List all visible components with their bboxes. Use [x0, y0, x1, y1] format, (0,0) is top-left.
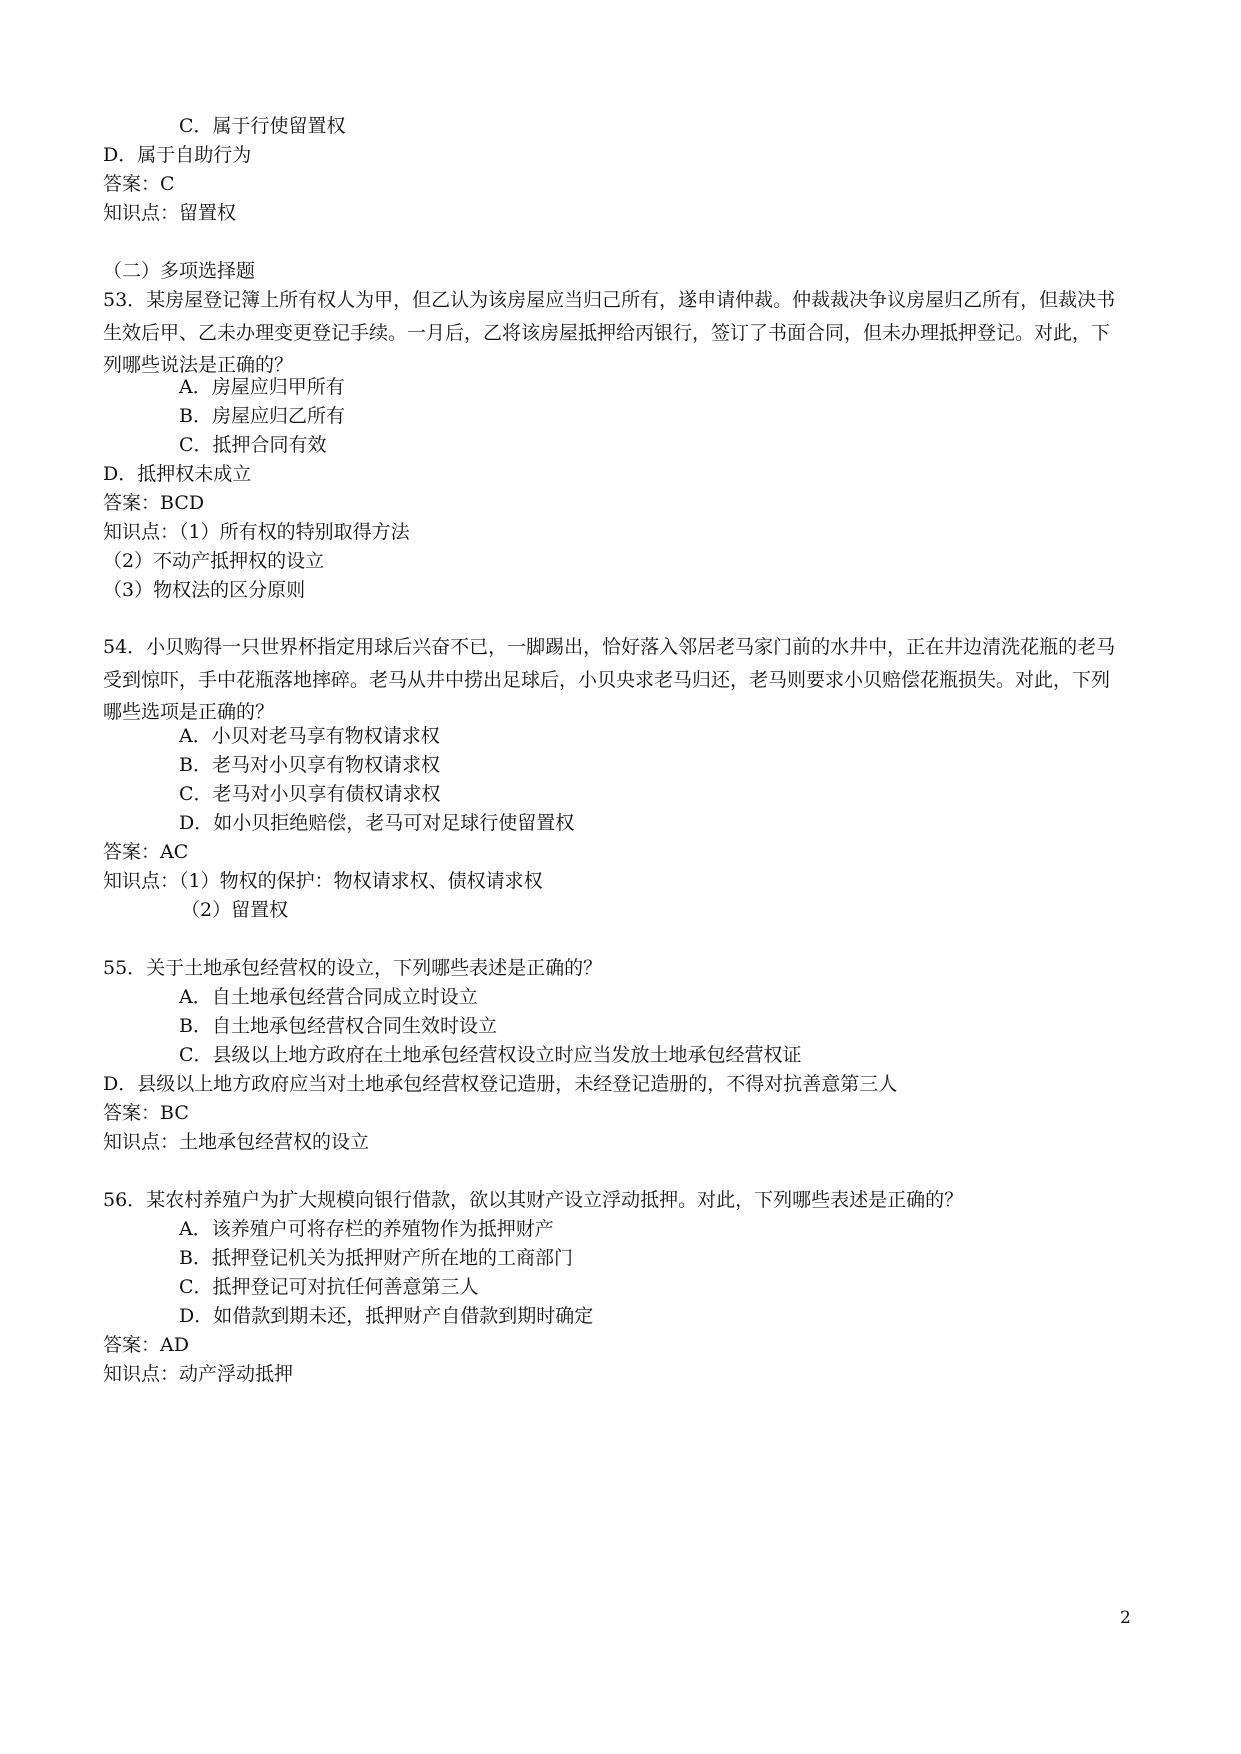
- knowledge-point: 知识点：（1）所有权的特别取得方法: [103, 521, 410, 543]
- option-b: B．抵押登记机关为抵押财产所在地的工商部门: [179, 1247, 573, 1269]
- knowledge-point: 知识点：（1）物权的保护：物权请求权、债权请求权: [103, 870, 543, 892]
- option-a: A．该养殖户可将存栏的养殖物作为抵押财产: [179, 1218, 554, 1240]
- question-56-stem: 56．某农村养殖户为扩大规模向银行借款，欲以其财产设立浮动抵押。对此，下列哪些表述是正确的？: [103, 1189, 964, 1211]
- option-c: C．属于行使留置权: [179, 115, 346, 137]
- option-d: D．抵押权未成立: [103, 463, 252, 485]
- option-a: A．房屋应归甲所有: [179, 376, 345, 398]
- question-53-stem: 53．某房屋登记簿上所有权人为甲，但乙认为该房屋应当归己所有，遂申请仲裁。仲裁裁决争议房屋归乙所有，但裁决书生效后甲、乙未办理变更登记手续。一月后，乙将该房屋抵押给丙银行，签订了书面合同，但未办理抵押登记。对此，下列哪些说法是正确的？: [103, 289, 1116, 376]
- question-55-stem: 55．关于土地承包经营权的设立，下列哪些表述是正确的？: [103, 957, 603, 979]
- option-d: D．如借款到期未还，抵押财产自借款到期时确定: [179, 1305, 594, 1327]
- knowledge-point: 知识点：留置权: [103, 202, 237, 224]
- answer: 答案：AD: [103, 1334, 189, 1356]
- answer: 答案：BC: [103, 1102, 189, 1124]
- option-b: B．老马对小贝享有物权请求权: [179, 754, 440, 776]
- answer: 答案：AC: [103, 841, 189, 863]
- option-c: C．老马对小贝享有债权请求权: [179, 783, 441, 805]
- option-d: D．县级以上地方政府应当对土地承包经营权登记造册，未经登记造册的，不得对抗善意第三人: [103, 1073, 898, 1095]
- option-d: D．属于自助行为: [103, 144, 252, 166]
- knowledge-point: 知识点：土地承包经营权的设立: [103, 1131, 370, 1153]
- option-a: A．小贝对老马享有物权请求权: [179, 725, 440, 747]
- section-title: （二）多项选择题: [103, 260, 256, 282]
- answer: 答案：BCD: [103, 492, 205, 514]
- option-c: C．县级以上地方政府在土地承包经营权设立时应当发放土地承包经营权证: [179, 1044, 802, 1066]
- page-number: 2: [1120, 1608, 1131, 1628]
- option-b: B．房屋应归乙所有: [179, 405, 345, 427]
- option-c: C．抵押合同有效: [179, 434, 327, 456]
- option-b: B．自土地承包经营权合同生效时设立: [179, 1015, 497, 1037]
- knowledge-point: 知识点：动产浮动抵押: [103, 1363, 294, 1385]
- answer: 答案：C: [103, 173, 175, 195]
- knowledge-point: （2）留置权: [181, 899, 289, 921]
- option-c: C．抵押登记可对抗任何善意第三人: [179, 1276, 479, 1298]
- question-54-stem: 54．小贝购得一只世界杯指定用球后兴奋不已，一脚踢出，恰好落入邻居老马家门前的水井中，正在井边清洗花瓶的老马受到惊吓，手中花瓶落地摔碎。老马从井中捞出足球后，小贝央求老马归还，老马则要求小贝赔偿花瓶损失。对此，下列哪些选项是正确的？: [103, 636, 1116, 723]
- knowledge-point: （3）物权法的区分原则: [103, 579, 306, 601]
- option-a: A．自土地承包经营合同成立时设立: [179, 986, 478, 1008]
- knowledge-point: （2）不动产抵押权的设立: [103, 550, 325, 572]
- option-d: D．如小贝拒绝赔偿，老马可对足球行使留置权: [179, 812, 575, 834]
